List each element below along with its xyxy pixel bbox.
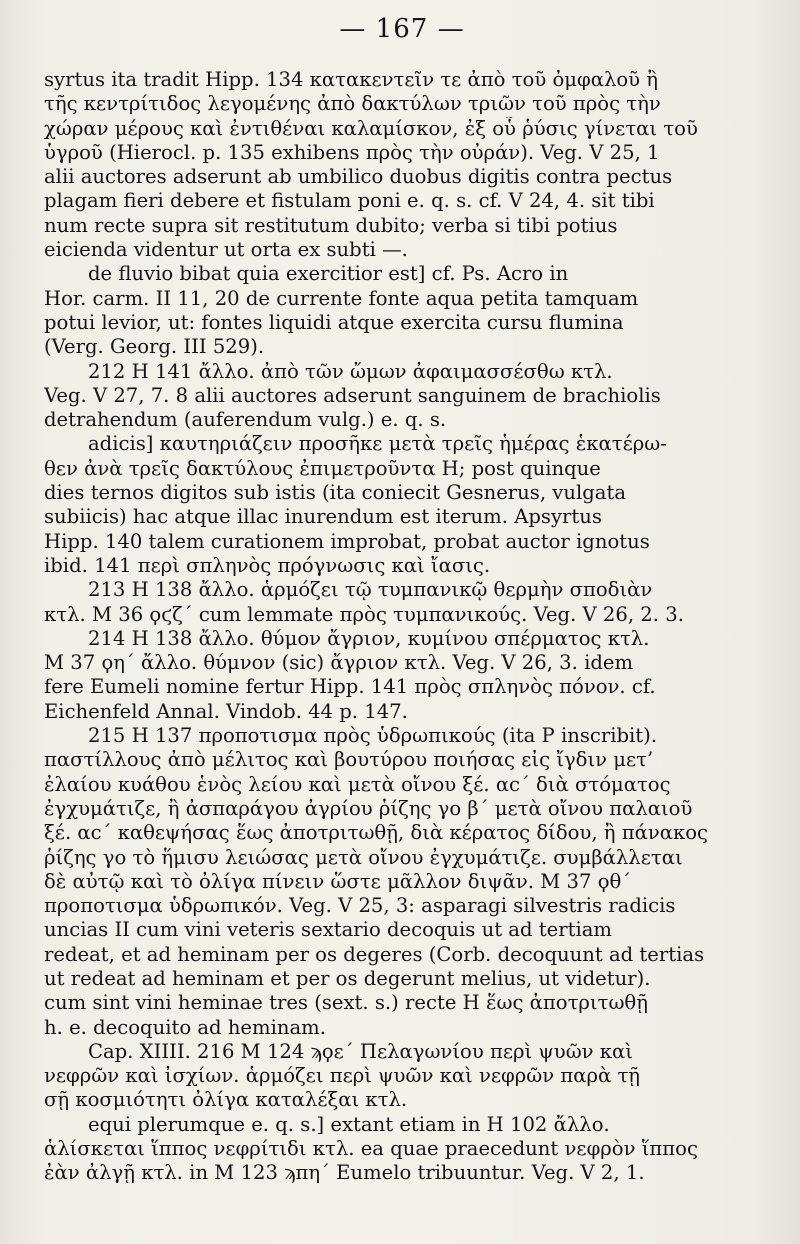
text-line: σῇ κοσμιότητι ὀλίγα καταλέξαι κτλ. <box>44 1088 408 1112</box>
text-line: eicienda videntur ut orta ex subti —. <box>44 238 408 262</box>
text-line: 215 H 137 προποτισμα πρὸς ὑδρωπικούς (ita P inscribit). <box>88 724 658 748</box>
text-line: 212 H 141 ἄλλο. ἀπὸ τῶν ὤμων ἀφαιμασσέσθω κτλ. <box>88 359 613 383</box>
text-line: ἐλαίου κυάθου ἑνὸς λείου καὶ μετὰ οἴνου ξέ. αϲ΄ διὰ στόματος <box>44 772 671 796</box>
text-line: 213 H 138 ἄλλο. ἁρμόζει τῷ τυμπανικῷ θερμὴν σποδιὰν <box>88 578 653 602</box>
text-line: ut redeat ad heminam et per os degerunt melius, ut videtur). <box>44 966 651 990</box>
text-line: detrahendum (auferendum vulg.) e. q. s. <box>44 408 447 432</box>
text-line: equi plerumque e. q. s.] extant etiam in H 102 ἄλλο. <box>88 1112 610 1136</box>
text-line: (Verg. Georg. III 529). <box>44 335 265 359</box>
text-line: adicis] καυτηριάζειν προσῆκε μετὰ τρεῖς ἡμέρας ἑκατέρω- <box>88 432 667 456</box>
text-line: Hor. carm. II 11, 20 de currente fonte aqua petita tamquam <box>44 286 639 310</box>
text-line: de fluvio bibat quia exercitior est] cf. Ps. Acro in <box>88 262 569 286</box>
text-line: προποτισμα ὑδρωπικόν. Veg. V 25, 3: asparagi silvestris radicis <box>44 894 676 918</box>
text-line: 214 H 138 ἄλλο. θύμον ἄγριον, κυμίνου σπέρματος κτλ. <box>88 626 650 650</box>
text-line: Hipp. 140 talem curationem improbat, probat auctor ignotus <box>44 529 650 553</box>
text-line: ἐγχυμάτιζε, ἢ ἀσπαράγου ἀγρίου ῥίζης γο β΄ μετὰ οἴνου παλαιοῦ <box>44 796 693 820</box>
text-line: plagam fieri debere et fistulam poni e. q. s. cf. V 24, 4. sit tibi <box>44 189 655 213</box>
text-line: num recte supra sit restitutum dubito; verba si tibi potius <box>44 213 618 237</box>
text-line: παστίλλους ἀπὸ μέλιτος καὶ βουτύρου ποιήσας εἰς ἴγδιν μετ’ <box>44 748 654 772</box>
text-line: subiicis) hac atque illac inurendum est iterum. Apsyrtus <box>44 505 602 529</box>
text-line: Veg. V 27, 7. 8 alii auctores adserunt sanguinem de brachiolis <box>44 383 661 407</box>
text-line: alii auctores adserunt ab umbilico duobus digitis contra pectus <box>44 165 673 189</box>
text-line: δὲ αὐτῷ καὶ τὸ ὀλίγα πίνειν ὥστε μᾶλλον διψᾶν. M 37 ϙθ΄ <box>44 869 632 893</box>
text-line: Eichenfeld Annal. Vindob. 44 p. 147. <box>44 699 408 723</box>
text-line: ῥίζης γο τὸ ἥμισυ λειώσας μετὰ οἴνου ἐγχυμάτιζε. συμβάλλεται <box>44 845 683 869</box>
text-line: syrtus ita tradit Hipp. 134 κατακεντεῖν τε ἀπὸ τοῦ ὀμφαλοῦ ἢ <box>44 68 659 91</box>
text-line: νεφρῶν καὶ ἰσχίων. ἁρμόζει περὶ ψυῶν καὶ νεφρῶν παρὰ τῇ <box>44 1064 641 1088</box>
text-line: ἁλίσκεται ἵππος νεφρίτιδι κτλ. ea quae praecedunt νεφρὸν ἵππος <box>44 1137 698 1161</box>
page-number: — 167 — <box>339 14 465 44</box>
text-line: cum sint vini heminae tres (sext. s.) recte H ἕως ἀποτριτωθῇ <box>44 991 648 1015</box>
text-line: M 37 ϙη΄ ἄλλο. θύμνον (sic) ἄγριον κτλ. Veg. V 26, 3. idem <box>44 651 634 675</box>
text-line: redeat, et ad heminam per os degeres (Corb. decoquunt ad tertias <box>44 942 705 966</box>
text-line: potui levior, ut: fontes liquidi atque exercita cursu flumina <box>44 310 624 334</box>
text-line: κτλ. M 36 ϙϛζ΄ cum lemmate πρὸς τυμπανικούς. Veg. V 26, 2. 3. <box>44 602 684 626</box>
text-line: ibid. 141 περὶ σπληνὸς πρόγνωσις καὶ ἴασις. <box>44 553 491 577</box>
text-line: τῆς κεντρίτιδος λεγομένης ἀπὸ δακτύλων τριῶν τοῦ πρὸς τὴν <box>44 92 661 116</box>
text-line: fere Eumeli nomine fertur Hipp. 141 πρὸς σπληνὸς πόνον. cf. <box>44 675 656 699</box>
text-line: Cap. XIIII. 216 M 124 ϡϙε΄ Πελαγωνίου περὶ ψυῶν καὶ <box>88 1039 633 1063</box>
commentary-text <box>44 68 760 1186</box>
text-line: uncias II cum vini veteris sextario decoquis ut ad tertiam <box>44 918 612 942</box>
text-line: h. e. decoquito ad heminam. <box>44 1015 326 1039</box>
text-line: θεν ἀνὰ τρεῖς δακτύλους ἐπιμετροῦντα H; post quinque <box>44 456 601 480</box>
text-line: ξέ. αϲ΄ καθεψήσας ἕως ἀποτριτωθῇ, διὰ κέρατος δίδου, ἢ πάνακος <box>44 821 709 845</box>
text-line: ὑγροῦ (Hierocl. p. 135 exhibens πρὸς τὴν οὐράν). Veg. V 25, 1 <box>44 140 660 164</box>
text-line: ἐὰν ἀλγῇ κτλ. in M 123 ϡπη΄ Eumelo tribuuntur. Veg. V 2, 1. <box>44 1161 645 1185</box>
text-line: dies ternos digitos sub istis (ita coniecit Gesnerus, vulgata <box>44 481 627 505</box>
text-line: χώραν μέρους καὶ ἐντιθέναι καλαμίσκον, ἐξ οὗ ῥύσις γίνεται τοῦ <box>44 116 698 140</box>
